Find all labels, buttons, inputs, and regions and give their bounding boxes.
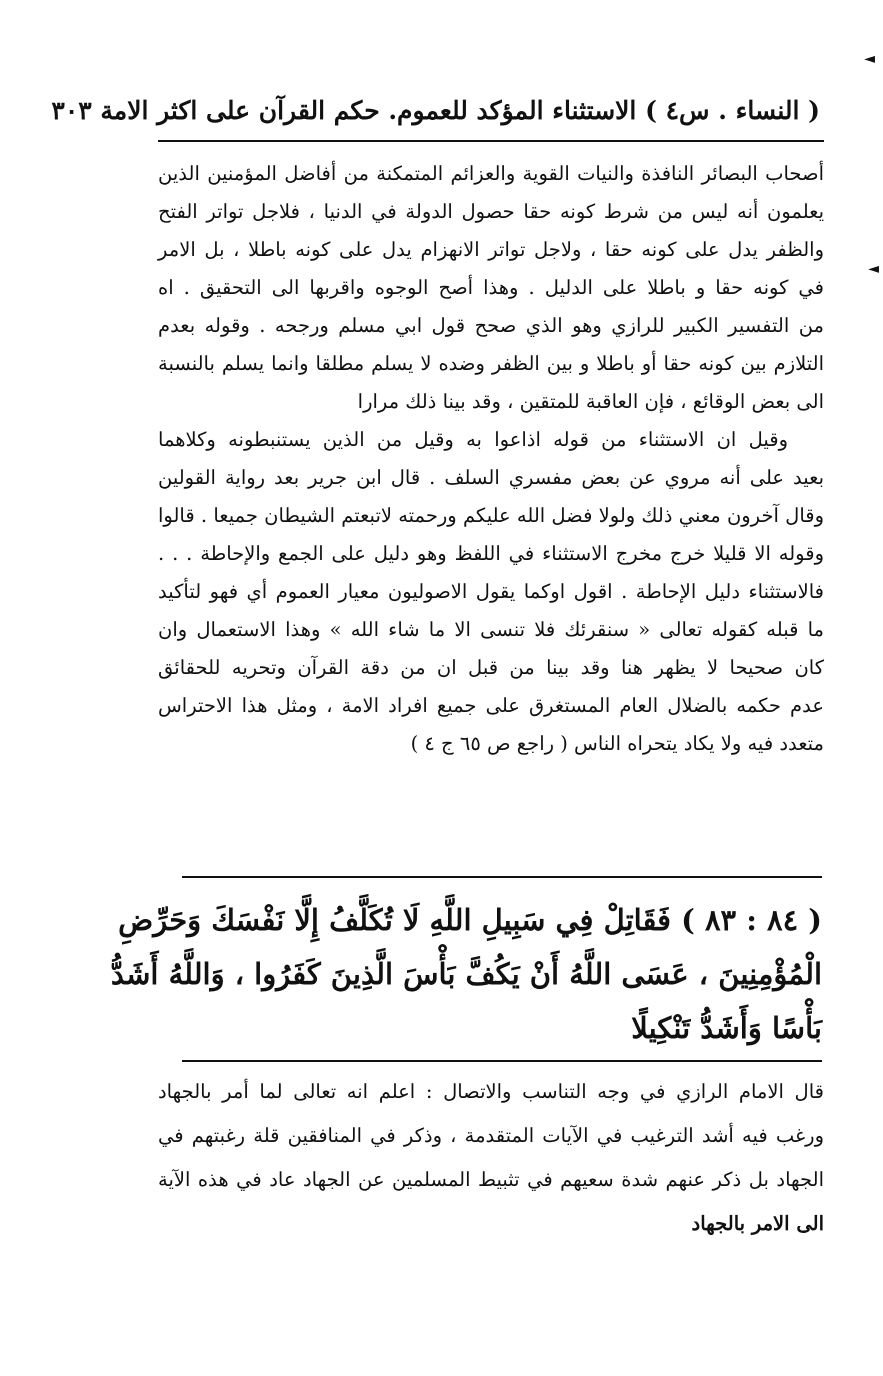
verse-line: ( ٨٤ : ٨٣ ) فَقَاتِلْ فِي سَبِيلِ اللَّهِ لَا تُكَلَّفُ إِلَّا نَفْسَكَ وَحَرِّضِ [118,903,822,937]
text-line: ما قبله كقوله تعالى « سنقرئك فلا تنسى الا ما شاء الله » وهذا الاستعمال وان [158,618,824,641]
text-line: والظفر يدل على كونه حقا ، ولاجل تواتر الانهزام يدل على كونه باطلا ، بل الامر [158,238,824,261]
verse-bottom-divider [182,1060,822,1062]
text-line: عدم حكمه بالضلال العام المستغرق على جميع افراد الامة ، ومثل هذا الاحتراس [158,694,824,717]
text-line: وقال آخرون معني ذلك ولولا فضل الله عليكم ورحمته لاتبعتم الشيطان جميعا . قالوا [158,504,824,527]
commentary-line: الى الامر بالجهاد [691,1212,824,1235]
text-line: أصحاب البصائر النافذة والنيات القوية والعزائم المتمكنة من أفاضل المؤمنين الذين [158,162,824,185]
text-line: الى بعض الوقائع ، فإن العاقبة للمتقين ، وقد بينا ذلك مرارا [357,390,824,413]
commentary-line: قال الامام الرازي في وجه التناسب والاتصال : اعلم انه تعالى لما أمر بالجهاد [158,1080,824,1103]
text-line: وقيل ان الاستثناء من قوله اذاعوا به وقيل من الذين يستنبطونه وكلاهما [158,428,788,451]
text-line: متعدد فيه ولا يكاد يتحراه الناس ( راجع ص ٦٥ ج ٤ ) [410,732,824,755]
text-line: التلازم بين كونه حقا أو باطلا و بين الظفر وضده لا يسلم مطلقا وانما يسلم بالنسبة [158,352,824,375]
running-header: ( النساء . س٤ ) الاستثناء المؤكد للعموم. حكم القرآن على اكثر الامة ٣٠٣ [51,96,820,125]
commentary-line: ورغب فيه أشد الترغيب في الآيات المتقدمة ، وذكر في المنافقين قلة رغبتهم في [158,1124,824,1147]
text-line: كان صحيحا لا يظهر هنا وقد بينا من قبل ان من دقة القرآن وتحريه للحقائق [158,656,824,679]
text-line: وقوله الا قليلا خرج مخرج الاستثناء في اللفظ وهو دليل على الجمع والإحاطة . . . [158,542,824,565]
verse-line: بَأْسًا وَأَشَدُّ تَنْكِيلًا [631,1011,822,1045]
text-line: في كونه حقا و باطلا على الدليل . وهذا أصح الوجوه واقربها الى التحقيق . اه [158,276,824,299]
text-line: من التفسير الكبير للرازي وهو الذي صحح قول ابي مسلم ورجحه . وقوله بعدم [158,314,824,337]
verse-top-divider [182,876,822,878]
commentary-line: الجهاد بل ذكر عنهم شدة سعيهم في تثبيط المسلمين عن الجهاد عاد في هذه الآية [158,1168,824,1191]
verse-line: الْمُؤْمِنِينَ ، عَسَى اللَّهُ أَنْ يَكُفَّ بَأْسَ الَّذِينَ كَفَرُوا ، وَاللَّهُ أَشَدُّ [110,957,822,991]
header-divider [158,140,824,142]
text-line: فالاستثناء دليل الإحاطة . اقول اوكما يقول الاصوليون معيار العموم أي فهو لتأكيد [158,580,824,603]
margin-arrow-icon: ◄ [864,51,875,67]
margin-arrow-icon: ◄ [868,261,879,277]
text-line: بعيد على أنه مروي عن بعض مفسري السلف . قال ابن جرير بعد رواية القولين [158,466,824,489]
text-line: يعلمون أنه ليس من شرط كونه حقا حصول الدولة في الدنيا ، فلاجل تواتر الفتح [158,200,824,223]
